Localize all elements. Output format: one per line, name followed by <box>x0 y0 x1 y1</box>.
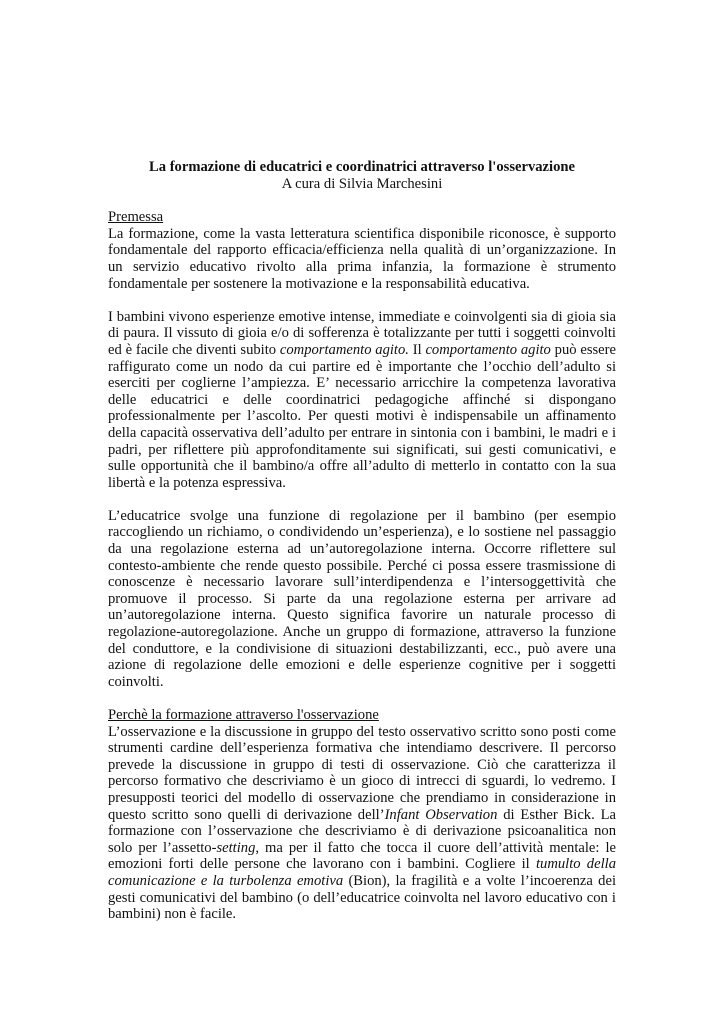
italic-text-run: comportamento agito <box>425 341 551 358</box>
section-heading-premessa: Premessa <box>108 209 164 226</box>
spacer <box>108 192 616 209</box>
paragraph-premessa-3: L’educatrice svolge una funzione di regolazione per il bambino (per esempio raccogliendo un richiamo, o condividendo un’esperienza), e lo sostiene nel passaggio da una regolazione esterna ad un’autoregolazione interna. Occorre riflettere sul contesto-ambiente che rende questo possibile. Perché ci possa essere trasmissione di conoscenze è necessario lavorare sull’interdipendenza e l’intersoggettività che promuove il processo. Si parte da una regolazione esterna per arrivare ad un’autoregolazione interna. Questo significa favorire un naturale processo di regolazione-autoregolazione. Anche un gruppo di formazione, attraverso la funzione del conduttore, e la condivisione di situazioni destabilizzanti, ecc., può avere una azione di regolazione delle emozioni e delle esperienze cognitive per i soggetti coinvolti. <box>108 507 616 690</box>
spacer <box>108 491 616 508</box>
spacer <box>108 292 616 309</box>
text-run: di Esther Bick. La formazione con l’osservazione che descriviamo è di derivazione psicoanalitica non solo per l’assetto- <box>108 806 616 856</box>
document-page <box>108 159 616 923</box>
paragraph-premessa-1: La formazione, come la vasta letteratura scientifica disponibile riconosce, è supporto fondamentale del rapporto efficacia/efficienza nella qualità di un’organizzazione. In un servizio educativo rivolto alla prima infanzia, la formazione è strumento fondamentale per sostenere la motivazione e la responsabilità educativa. <box>108 225 616 292</box>
paragraph-osservazione-1 <box>108 724 616 923</box>
paragraph-premessa-2 <box>108 309 616 492</box>
spacer <box>108 690 616 707</box>
italic-text-run: Infant Observation <box>384 806 498 823</box>
italic-text-run: setting <box>216 839 256 856</box>
text-run: L’osservazione e la discussione in gruppo del testo osservativo scritto sono posti come strumenti cardine dell’esperienza formativa che intendiamo descrivere. Il percorso prevede la discussione in gruppo di testi di osservazione. Ciò che caratterizza il percorso formativo che descriviamo è un gioco di intrecci di sguardi, lo vedremo. I presupposti teorici del modello di osservazione che prendiamo in considerazione in questo scritto sono quelli di derivazione dell’ <box>108 723 616 823</box>
section-heading-osservazione: Perchè la formazione attraverso l'osservazione <box>108 707 379 723</box>
document-author: A cura di Silvia Marchesini <box>281 175 443 192</box>
text-run: , ma per il fatto che tocca il cuore dell’attività mentale: le emozioni forti delle persone che lavorano con i bambini. Cogliere il <box>108 839 616 873</box>
italic-text-run: comportamento agito. <box>279 341 409 358</box>
text-run: I bambini vivono esperienze emotive intense, immediate e coinvolgenti sia di gioia sia di paura. Il vissuto di gioia e/o di sofferenza è totalizzante per tutti i soggetti coinvolti ed è facile che diventi subito <box>108 308 616 358</box>
text-run: può essere raffigurato come un nodo da cui partire ed è importante che l’occhio dell’adulto si eserciti per coglierne l’ampiezza. E’ necessario arricchire la competenza lavorativa delle educatrici e delle coordinatrici pedagogiche affinché si dispongano professionalmente per l’ascolto. Per questi motivi è indispensabile un affinamento della capacità osservativa dell’adulto per entrare in sintonia con i bambini, le madri e i padri, per riflettere più approfonditamente sui significati, sui gesti comunicativi, e sulle opportunità che il bambino/a offre all’adulto di metterlo in contatto con la sua libertà e la potenza espressiva. <box>108 341 616 491</box>
italic-text-run: tumulto della comunicazione e la turbolenza emotiva <box>108 856 616 889</box>
text-run: (Bion), la fragilità e a volte l’incoerenza dei gesti comunicativi del bambino (o dell’educatrice coinvolta nel lavoro educativo con i bambini) non è facile. <box>108 872 617 923</box>
document-title: La formazione di educatrici e coordinatrici attraverso l'osservazione <box>149 159 575 175</box>
text-run: Il <box>408 341 426 358</box>
